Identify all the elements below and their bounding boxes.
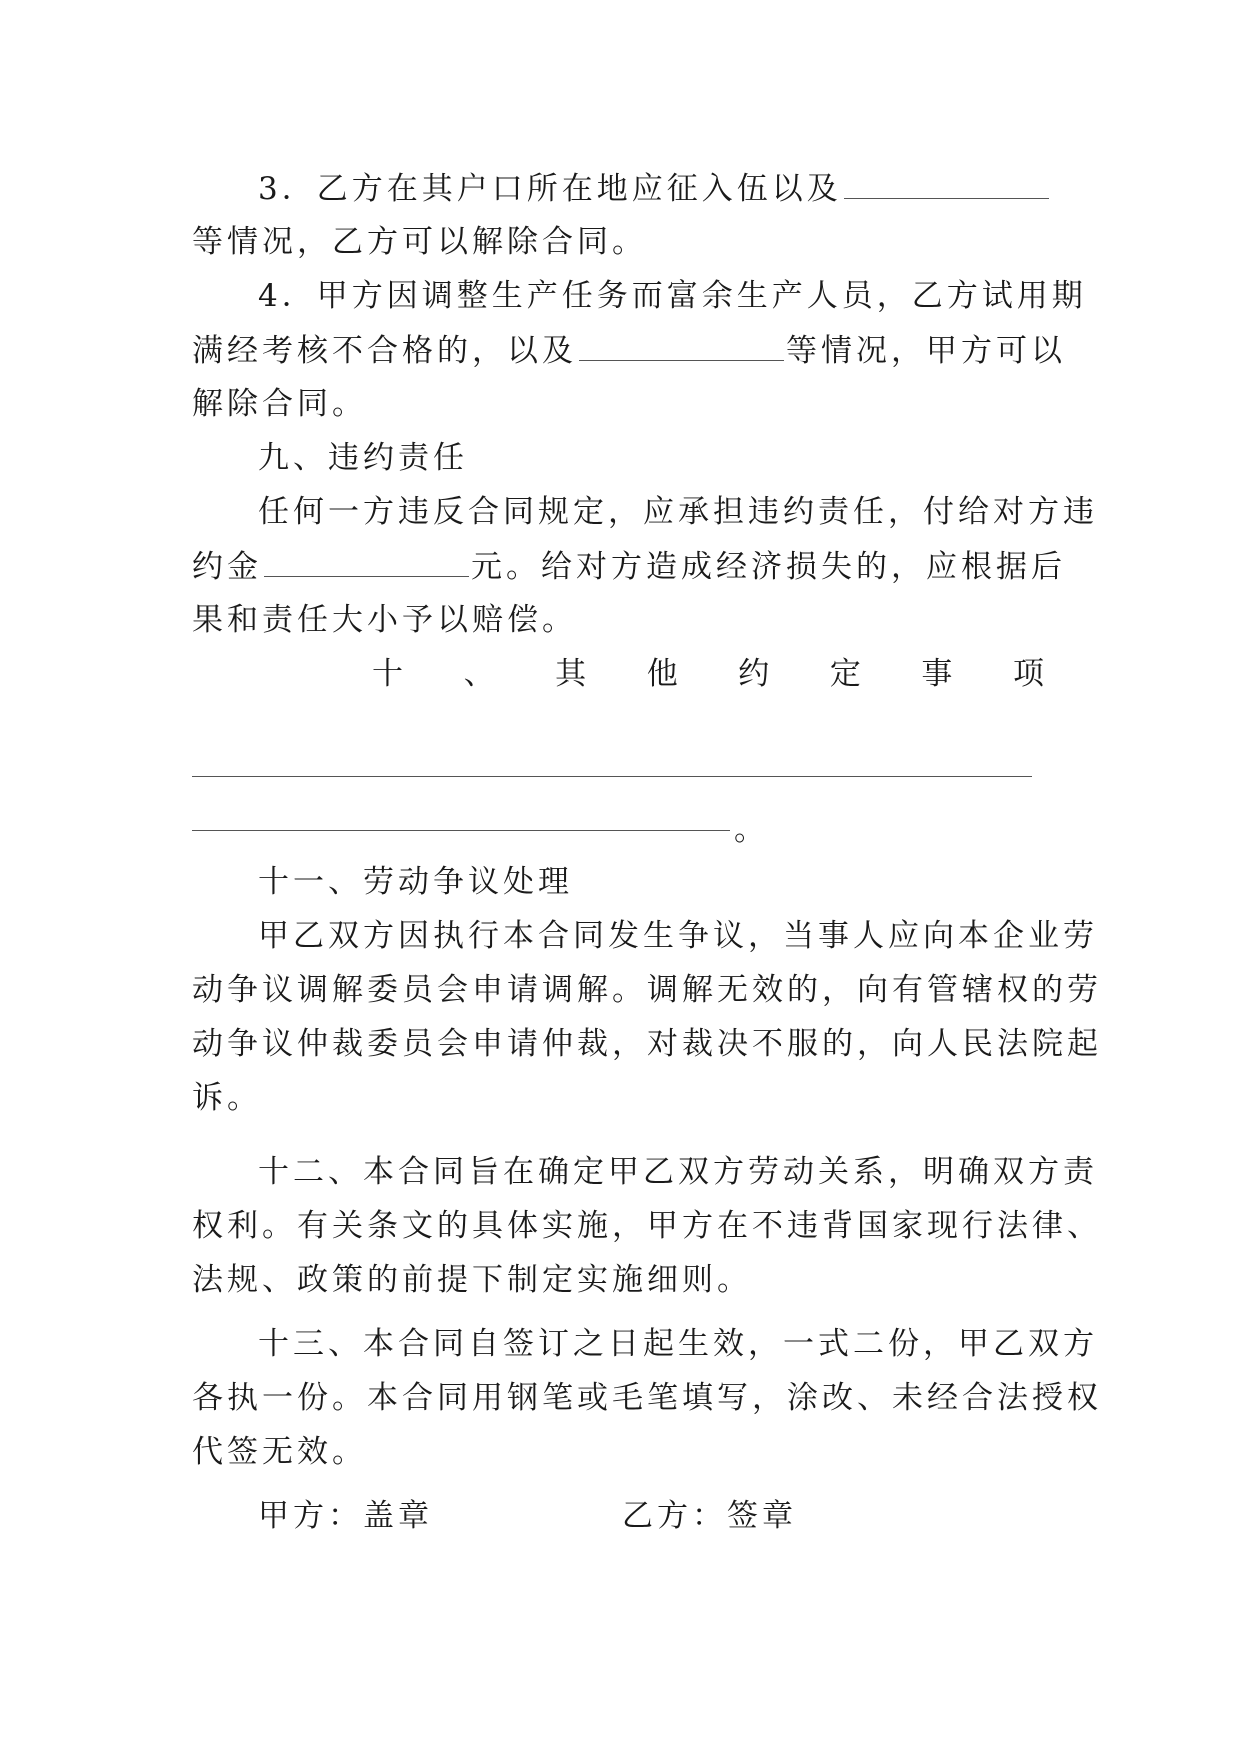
clause8-item4-line3: 解除合同。: [192, 386, 367, 422]
party-b-signature: 乙方：签章: [622, 1498, 797, 1534]
clause10-heading: 十 、 其 他 约 定 事 项: [372, 656, 1044, 692]
clause11-heading: 十一、劳动争议处理: [258, 864, 573, 900]
clause9-line1: 任何一方违反合同规定，应承担违约责任，付给对方违: [258, 494, 1098, 530]
clause8-item3-line1: 3．乙方在其户口所在地应征入伍以及: [258, 168, 1062, 209]
clause13-line1: 十三、本合同自签订之日起生效，一式二份，甲乙双方: [258, 1326, 1098, 1362]
clause11-line1: 甲乙双方因执行本合同发生争议，当事人应向本企业劳: [258, 918, 1098, 954]
clause13-line3: 代签无效。: [192, 1434, 367, 1470]
clause9-line3: 果和责任大小予以赔偿。: [192, 602, 577, 638]
clause12-line3: 法规、政策的前提下制定实施细则。: [192, 1262, 752, 1298]
clause8-item4-line2: 满经考核不合格的，以及 等情况，甲方可以: [192, 330, 1062, 371]
clause8-item4-line1: 4．甲方因调整生产任务而富余生产人员，乙方试用期: [258, 278, 1087, 314]
clause11-line2: 动争议调解委员会申请调解。调解无效的，向有管辖权的劳: [192, 972, 1102, 1008]
fill-blank[interactable]: [264, 546, 469, 577]
clause9-heading: 九、违约责任: [258, 440, 468, 476]
clause8-item3-line2: 等情况，乙方可以解除合同。: [192, 224, 647, 260]
clause10-fill-line-1[interactable]: [192, 776, 1032, 777]
fill-blank[interactable]: [844, 168, 1049, 199]
clause11-line4: 诉。: [192, 1080, 262, 1116]
clause11-line3: 动争议仲裁委员会申请仲裁，对裁决不服的，向人民法院起: [192, 1026, 1102, 1062]
party-a-signature: 甲方：盖章: [258, 1498, 433, 1534]
clause9-line2: 约金 元。给对方造成经济损失的，应根据后: [192, 546, 1062, 587]
clause13-line2: 各执一份。本合同用钢笔或毛笔填写，涂改、未经合法授权: [192, 1380, 1102, 1416]
clause12-line1: 十二、本合同旨在确定甲乙双方劳动关系，明确双方责: [258, 1154, 1098, 1190]
fill-blank[interactable]: [579, 330, 784, 361]
clause10-fill-line-2[interactable]: [192, 830, 730, 831]
clause12-line2: 权利。有关条文的具体实施，甲方在不违背国家现行法律、: [192, 1208, 1102, 1244]
clause10-end-mark: 。: [734, 812, 769, 848]
